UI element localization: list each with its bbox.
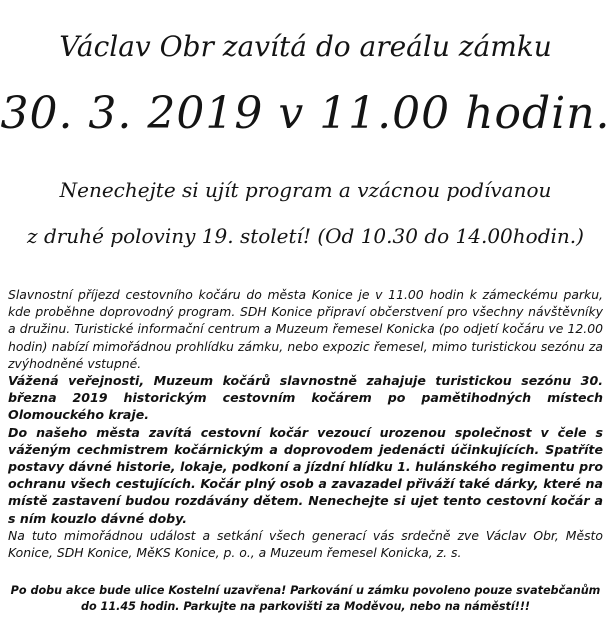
paragraph-carriage-visit: Do našeho města zavítá cestovní kočár vezoucí urozenou společnost v čele s váženým cechmistrem kočárnickým a doprovodem jedenácti účinkujících. Spatříte postavy dávné historie, lokaje, podkoní a jízdní hlídku 1. hulánského regimentu pro ochranu všech cestujících. Kočár plný osob a zavazadel přiváží také dárky, které na místě zastavení budou rozdávány dětem. Nenechejte si ujet tento cestovní kočár a s ním kouzlo dávné doby. xyxy=(8,424,603,526)
paragraph-program: Slavnostní příjezd cestovního kočáru do města Konice je v 11.00 hodin k zámeckému parku, kde proběhne doprovodný program. SDH Konice připraví občerstvení pro všechny návštěvníky a družinu. Turistické informační centrum a Muzeum řemesel Konicka (po odjetí kočáru ve 12.00 hodin) nabízí mimořádnou prohlídku zámku, nebo expozic řemesel, mimo turistickou sezónu za zvýhodněné vstupné. xyxy=(8,287,603,371)
parking-notice: Po dobu akce bude ulice Kostelní uzavřena! Parkování u zámku povoleno pouze svatebčanům do 11.45 hodin. Parkujte na parkovišti za Moděvou, nebo na náměstí!!! xyxy=(10,584,601,613)
headline-announcement: Václav Obr zavítá do areálu zámku xyxy=(59,30,552,63)
subheadline-invitation: Nenechejte si ujít program a vzácnou podívanou xyxy=(59,178,552,202)
headline-date-time: 30. 3. 2019 v 11.00 hodin. xyxy=(0,88,611,139)
subheadline-period-hours: z druhé poloviny 19. století! (Od 10.30 do 14.00hodin.) xyxy=(27,224,584,248)
paragraph-organizers: Na tuto mimořádnou událost a setkání všech generací vás srdečně zve Václav Obr, Město Konice, SDH Konice, MěKS Konice, p. o., a Muzeum řemesel Konicka, z. s. xyxy=(8,527,603,561)
flyer-body xyxy=(8,286,603,561)
paragraph-season-opening: Vážená veřejnosti, Muzeum kočárů slavnostně zahajuje turistickou sezónu 30. března 2019 historickým cestovním kočárem po pamětihodných místech Olomouckého kraje. xyxy=(8,373,603,423)
